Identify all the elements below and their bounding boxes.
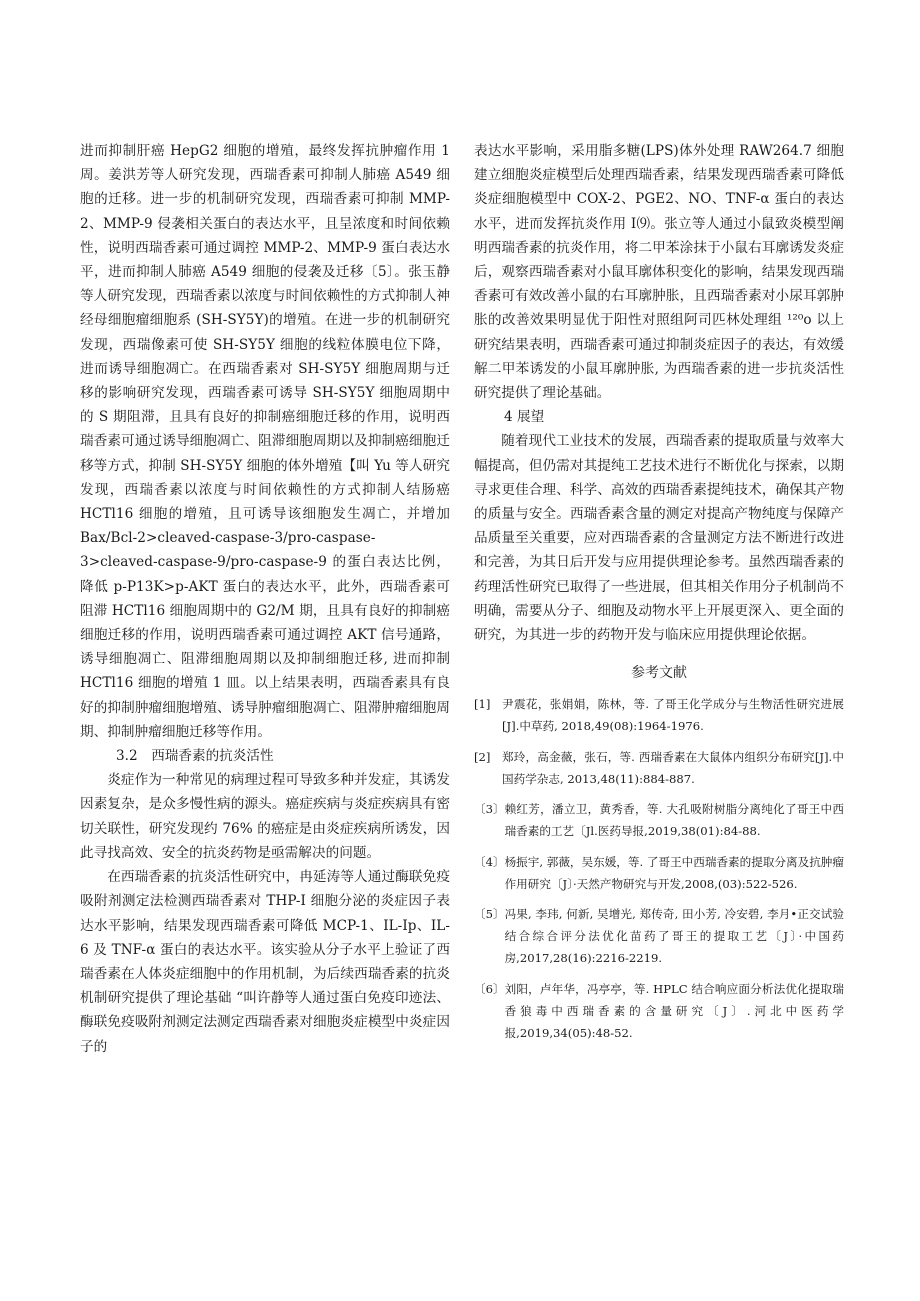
paragraph-inflammation-background: 炎症作为一种常见的病理过程可导致多种并发症，其诱发因素复杂，是众多慢性病的源头。癌症疾病与炎症疾病具有密切关联性，研究发现约 76% 的癌症是由炎症疾病所诱发，因此寻找高效、安全的抗炎药物是亟需解决的问题。	[80, 772, 450, 861]
reference-text: 尹震花，张娟娟，陈林，等. 了哥王化学成分与生物活性研究进展[J].中草药, 2018,49(08):1964-1976.	[502, 697, 844, 734]
reference-number: [2]	[474, 749, 491, 764]
reference-text: 杨振宇, 郭薇，吴东媛，等. 了哥王中西瑞香素的提取分离及抗肿瘤作用研究〔J〕·天然产物研究与开发,2008,(03):522-526.	[504, 854, 844, 891]
reference-item	[474, 693, 844, 737]
paragraph-antiinflammatory-studies: 在西瑞香素的抗炎活性研究中，冉延涛等人通过酶联免疫吸附剂测定法检测西瑞香素对 THP-I 细胞分泌的炎症因子表达水平影响，结果发现西瑞香素可降低 MCP-1、IL-Ip、IL-6 及 TNF-α 蛋白的表达水平。该实验从分子水平上验证了西瑞香素在人体炎症细胞中的作用机制，为后续西瑞香素的抗炎机制研究提供了理论基础 “叫许静等人通过蛋白免疫印迹法、酶联免疫吸附剂测定法测定西瑞香素对细胞炎症模型中炎症因子的	[80, 869, 450, 1055]
reference-text: 刘阳，卢年华，冯亭亭，等. HPLC 结合响应面分析法优化提取瑞香狼毒中西瑞香素的含量研究〔J〕.河北中医药学报,2019,34(05):48-52.	[504, 981, 844, 1040]
paragraph-antiinflammatory-continued: 表达水平影响，采用脂多糖(LPS)体外处理 RAW264.7 细胞建立细胞炎症模型后处理西瑞香素，结果发现西瑞香素可降低炎症细胞模型中 COX-2、PGE2、NO、TNF-α 蛋白的表达水平，进而发挥抗炎作用 I⑼。张立等人通过小鼠致炎模型阐明西瑞香素的抗炎作用，将二甲苯涂抹于小鼠右耳廓诱发炎症后，观察西瑞香素对小鼠耳廓体积变化的影响，结果发现西瑞香素可有效改善小鼠的右耳廓肿胀，且西瑞香素对小尿耳郭肿胀的改善效果明显优于阳性对照组阿司匹林处理组 ¹²⁰o 以上研究结果表明，西瑞香素可通过抑制炎症因子的表达，有效缓解二甲苯诱发的小鼠耳廓肿胀, 为西瑞香素的进一步抗炎活性研究提供了理论基础。	[474, 143, 844, 402]
reference-item	[474, 978, 844, 1044]
references-heading: 参考文献	[631, 665, 687, 682]
reference-number: 〔3〕	[474, 802, 505, 817]
reference-text: 赖红芳，潘立卫，黄秀香，等. 大孔吸附树脂分离纯化了哥王中西瑞香素的工艺〔Jl.医药导报,2019,38(01):84-88.	[504, 802, 844, 839]
right-column	[474, 139, 844, 1052]
reference-item	[474, 798, 844, 842]
reference-text: 郑玲，高金薇，张石，等. 西瑞香素在大鼠体内组织分布研究[J].中国药学杂志, 2013,48(11):884-887.	[502, 749, 844, 786]
paragraph-outlook: 随着现代工业技术的发展，西瑞香素的提取质量与效率大幅提高，但仍需对其提纯工艺技术进行不断优化与探索，以期寻求更佳合理、科学、高效的西瑞香素提纯技术，确保其产物的质量与安全。西瑞香素含量的测定对提高产物纯度与保障产品质量至关重要，应对西瑞香素的含量测定方法不断进行改进和完善，为其日后开发与应用提供理论参考。虽然西瑞香素的药理活性研究已取得了一些进展，但其相关作用分子机制尚不明确，需要从分子、细胞及动物水平上开展更深入、更全面的研究，为其进一步的药物开发与临床应用提供理论依据。	[474, 433, 844, 644]
reference-number: [1]	[474, 697, 491, 712]
section-3-2-heading: 3.2 西瑞香素的抗炎活性	[116, 748, 274, 765]
reference-number: 〔4〕	[474, 854, 505, 869]
reference-text: 冯果, 李玮, 何新, 吴增光, 郑传奇, 田小芳, 冷安碧, 李月•正交试验结合综合评分法优化苗药了哥王的提取工艺〔J〕·中国药房,2017,28(16):2216-2219.	[504, 907, 844, 966]
section-4-heading: 4 展望	[504, 409, 545, 426]
reference-item	[474, 851, 844, 895]
reference-number: 〔6〕	[474, 981, 505, 996]
left-column	[80, 139, 450, 1059]
reference-item	[474, 903, 844, 969]
paragraph-antitumor-continued: 进而抑制肝癌 HepG2 细胞的增殖，最终发挥抗肿瘤作用 1 周。姜洪芳等人研究发现，西瑞香素可抑制人肺癌 A549 细胞的迁移。进一步的机制研究发现，西瑞香素可抑制 MMP-2、MMP-9 侵袭相关蛋白的表达水平，且呈浓度和时间依赖性，说明西瑞香素可通过调控 MMP-2、MMP-9 蛋白表达水平，进而抑制人肺癌 A549 细胞的侵袭及迁移〔5〕。张玉静等人研究发现，西瑞香素以浓度与时间依赖性的方式抑制人神经母细胞瘤细胞系 (SH-SY5Y)的增殖。在进一步的机制研究发现，西瑞像素可使 SH-SY5Y 细胞的线粒体膜电位下降，进而诱导细胞凋亡。在西瑞香素对 SH-SY5Y 细胞周期与迁移的影响研究发现，西瑞香素可诱导 SH-SY5Y 细胞周期中的 S 期阻滞，且具有良好的抑制癌细胞迁移的作用，说明西瑞香素可通过诱导细胞凋亡、阻滞细胞周期以及抑制癌细胞迁移等方式，抑制 SH-SY5Y 细胞的体外增殖【叫 Yu 等人研究发现，西瑞香素以浓度与时间依赖性的方式抑制人结肠癌 HCTl16 细胞的增殖，且可诱导该细胞发生凋亡，并增加 Bax/Bcl-2>cleaved-caspase-3/pro-caspase-3>cleaved-caspase-9/pro-caspase-9 的蛋白表达比例，降低 p-P13K>p-AKT 蛋白的表达水平，此外，西瑞香素可阻滞 HCTl16 细胞周期中的 G2/M 期，且具有良好的抑制癌细胞迁移的作用，说明西瑞香素可通过调控 AKT 信号通路，诱导细胞凋亡、阻滞细胞周期以及抑制细胞迁移, 进而抑制 HCTl16 细胞的增殖 1 皿。以上结果表明，西瑞香素具有良好的抑制肿瘤细胞增殖、诱导肿瘤细胞凋亡、阻滞肿瘤细胞周期、抑制肿瘤细胞迁移等作用。	[80, 143, 450, 740]
reference-number: 〔5〕	[474, 907, 505, 922]
reference-list	[474, 693, 844, 1044]
reference-item	[474, 746, 844, 790]
